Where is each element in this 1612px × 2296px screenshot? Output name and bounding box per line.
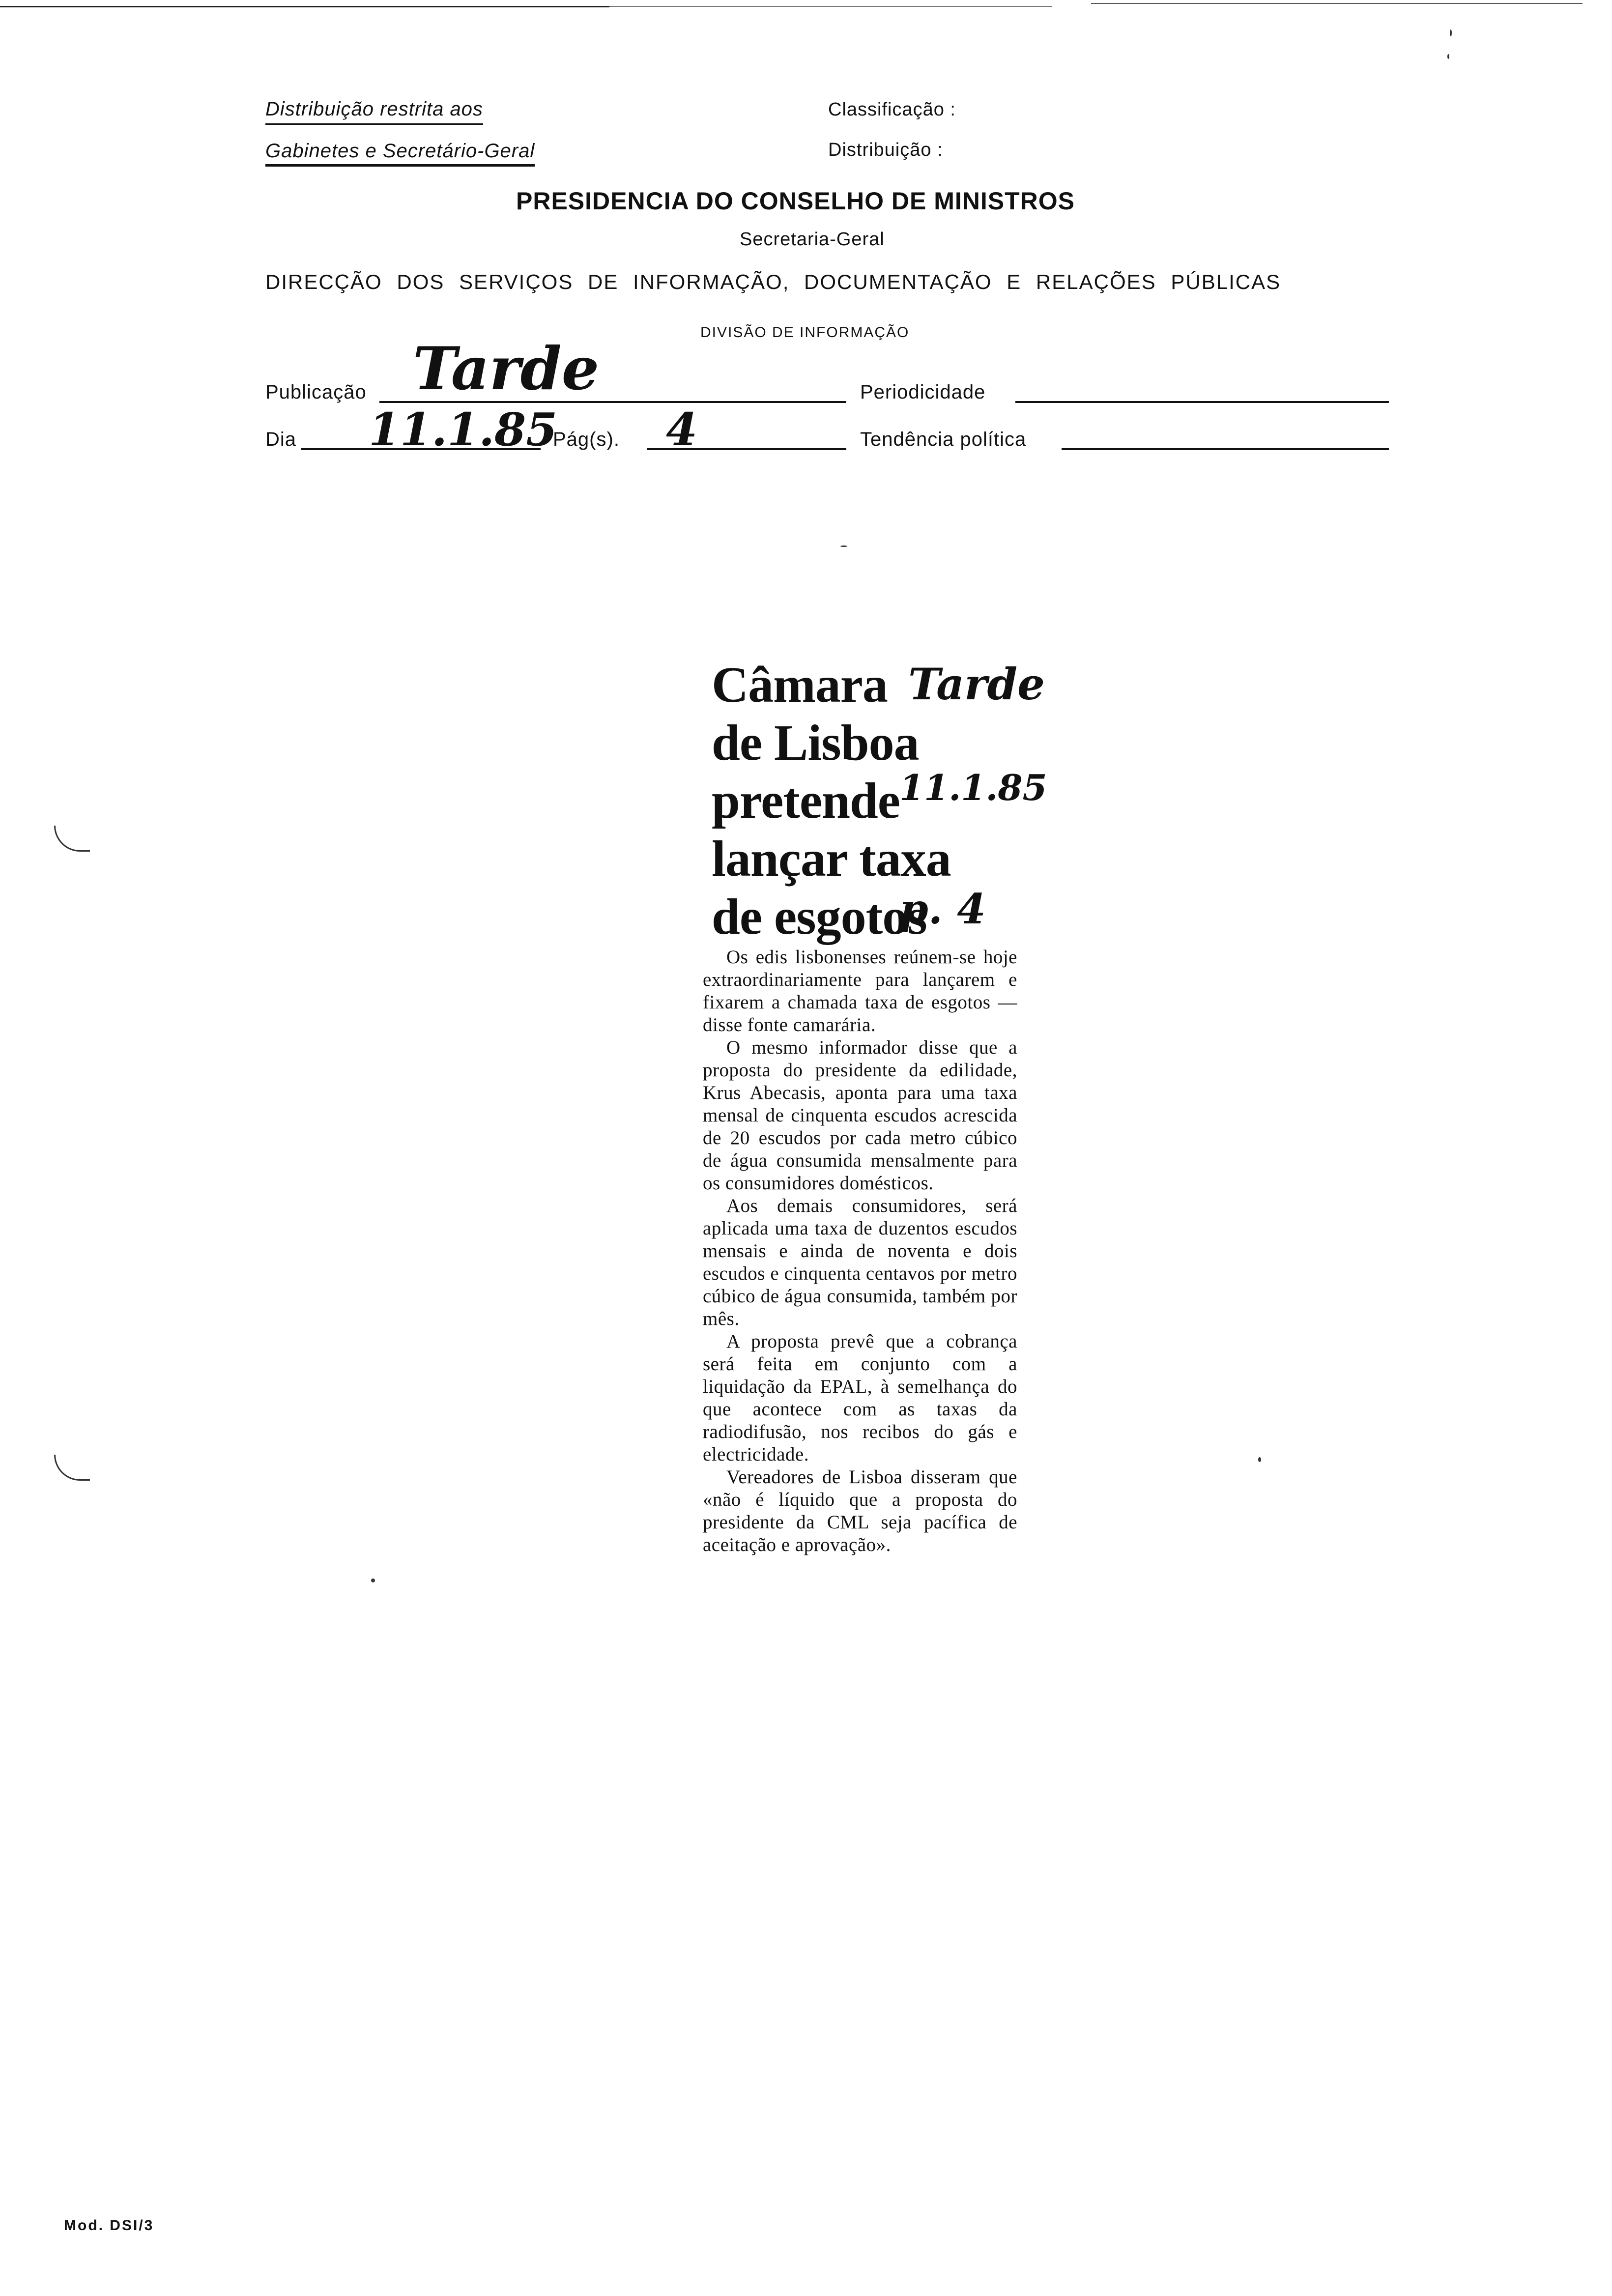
scan-speck xyxy=(1447,54,1449,59)
scan-border-line xyxy=(609,6,1052,7)
article-paragraph: A proposta prevê que a cobrança será feita em conjunto com a liquidação da EPAL, à semelhança do que acontece com as taxas da radiodifusão, nos recibos do gás e electricidade. xyxy=(703,1331,1017,1465)
headline-line: de Lisboa xyxy=(712,715,919,771)
pages-handwritten-value: 4 xyxy=(666,403,698,456)
punch-hole-mark xyxy=(54,1455,90,1481)
article-paragraph: Os edis lisbonenses reúnem-se hoje extraordinariamente para lançarem e fixarem a chamada taxa de esgotos — disse fonte camarária. xyxy=(703,947,1017,1035)
political-tendency-label: Tendência política xyxy=(860,429,1027,450)
scan-speck xyxy=(1450,29,1452,36)
scan-speck xyxy=(840,545,847,547)
distribution-line-1: Distribuição restrita aos xyxy=(265,98,483,125)
handwritten-date-annotation: 11.1.85 xyxy=(899,767,1047,808)
headline-line: pretende xyxy=(712,773,900,829)
division-heading: DIVISÃO DE INFORMAÇÃO xyxy=(700,324,910,341)
classification-label: Classificação : xyxy=(828,99,956,120)
page-subtitle: Secretaria-Geral xyxy=(740,229,885,250)
periodicity-label: Periodicidade xyxy=(860,381,986,403)
publication-handwritten-value: Tarde xyxy=(413,334,600,403)
article-paragraph: O mesmo informador disse que a proposta do presidente da edilidade, Krus Abecasis, aponta para uma taxa mensal de cinquenta escudos acrescida de 20 escudos por cada metro cúbico de água consumida mensalmente para os consumidores domésticos. xyxy=(703,1037,1017,1194)
publication-label: Publicação xyxy=(265,381,367,403)
distribution-notice xyxy=(265,98,483,125)
periodicity-field-line xyxy=(1015,401,1389,403)
punch-hole-mark xyxy=(54,826,90,852)
headline-line: lançar taxa xyxy=(712,831,951,887)
scan-border-line xyxy=(1091,3,1583,4)
tendency-field-line xyxy=(1062,448,1389,450)
scan-border-line xyxy=(0,6,609,7)
article-body xyxy=(703,946,1017,1556)
handwritten-page-annotation: p. 4 xyxy=(899,885,986,933)
distribution-line-2: Gabinetes e Secretário-Geral xyxy=(265,140,535,167)
distribution-notice xyxy=(265,140,535,167)
page-title: PRESIDENCIA DO CONSELHO DE MINISTROS xyxy=(516,187,1075,215)
day-label: Dia xyxy=(265,429,297,450)
form-code: Mod. DSI/3 xyxy=(64,2217,154,2234)
handwritten-source-annotation: Tarde xyxy=(908,659,1045,710)
distribution-label: Distribuição : xyxy=(828,140,943,160)
scan-speck xyxy=(1258,1457,1261,1462)
headline-line: de esgotos xyxy=(712,889,927,945)
pages-label: Pág(s). xyxy=(553,429,620,450)
directorate-heading: DIRECÇÃO DOS SERVIÇOS DE INFORMAÇÃO, DOCUMENTAÇÃO E RELAÇÕES PÚBLICAS xyxy=(265,270,1281,293)
scan-speck xyxy=(371,1578,375,1582)
article-paragraph: Vereadores de Lisboa disseram que «não é líquido que a proposta do presidente da CML seja pacífica de aceitação e aprovação». xyxy=(703,1466,1017,1555)
headline-line: Câmara xyxy=(712,657,888,713)
day-handwritten-value: 11.1.85 xyxy=(369,403,558,456)
article-paragraph: Aos demais consumidores, será aplicada uma taxa de duzentos escudos mensais e ainda de noventa e dois escudos e cinquenta centavos por metro cúbico de água consumida, também por mês. xyxy=(703,1195,1017,1329)
